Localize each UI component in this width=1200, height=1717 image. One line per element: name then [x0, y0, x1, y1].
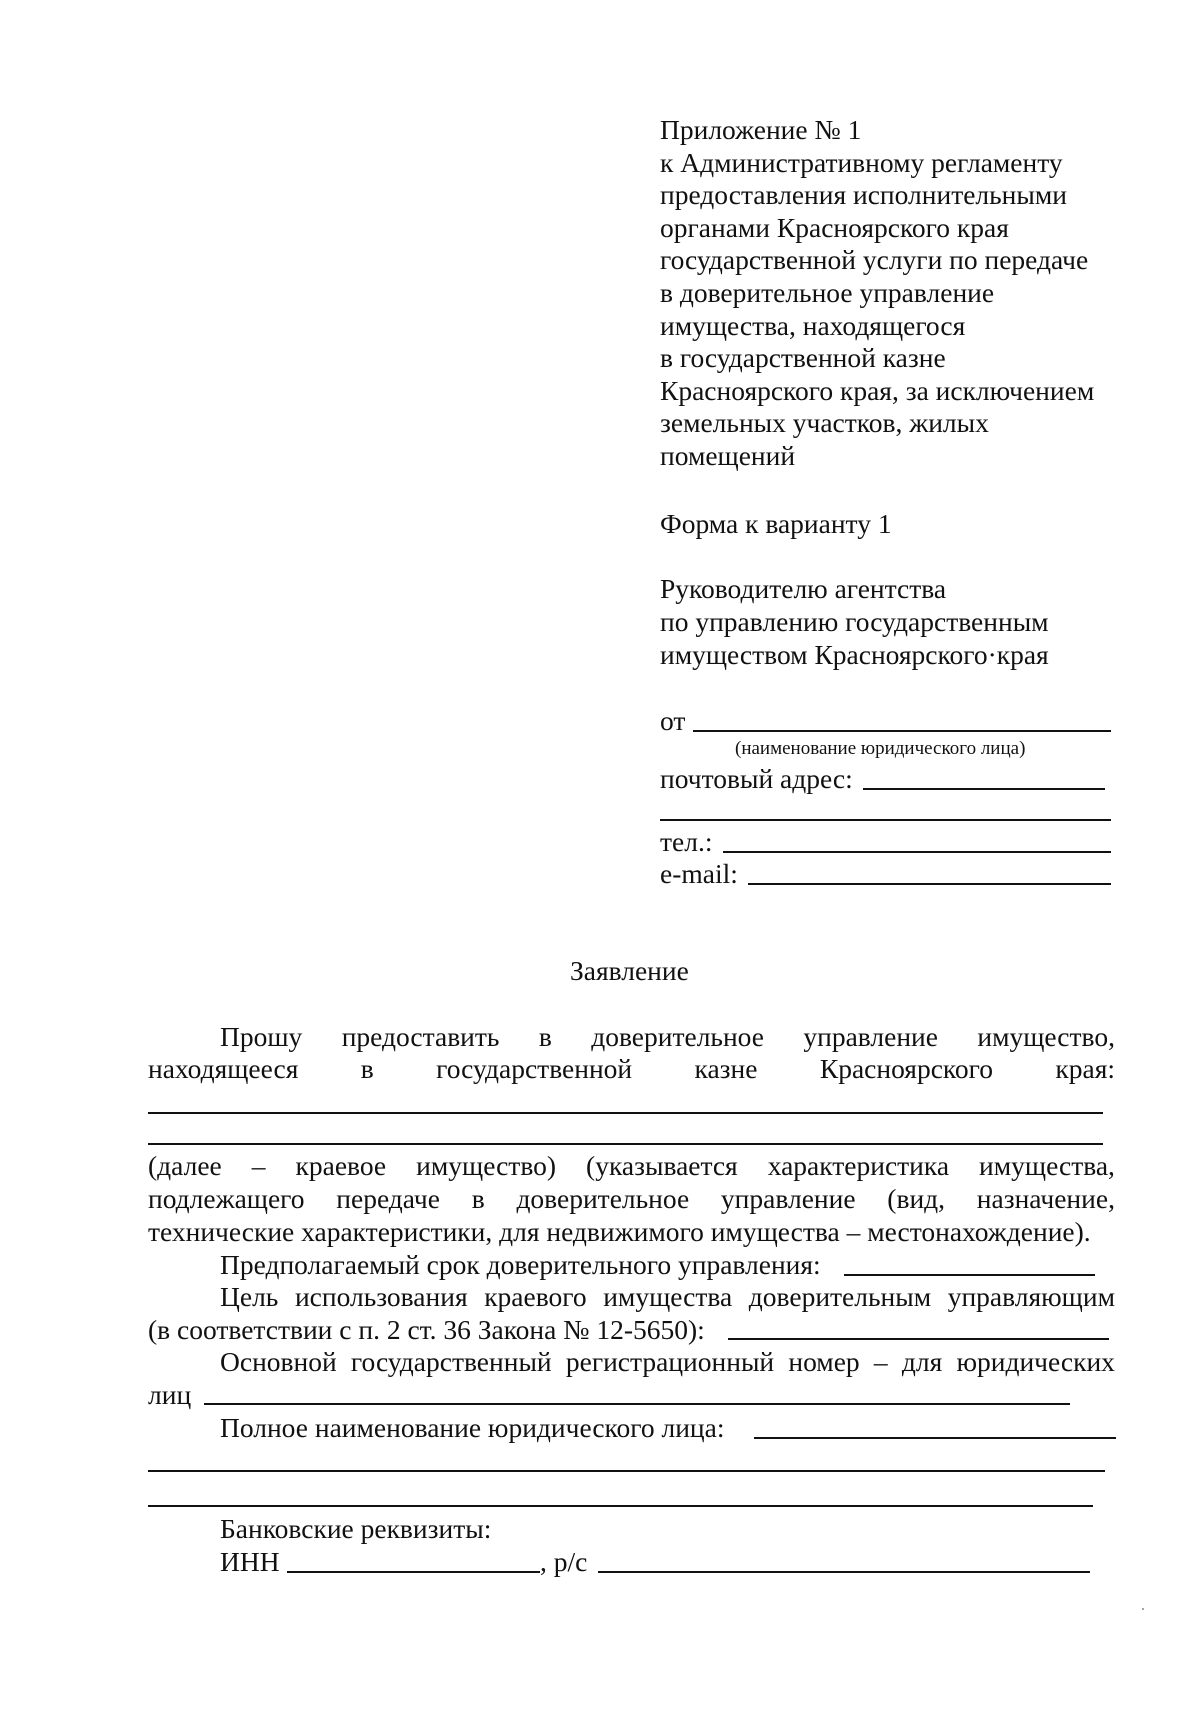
- email-label: e-mail:: [660, 858, 738, 889]
- email-blank-field[interactable]: [748, 883, 1111, 885]
- annex-line: помещений: [660, 439, 796, 471]
- statement-word: имущества: [603, 1281, 733, 1312]
- statement-word: управляющим: [947, 1281, 1115, 1312]
- scan-speck: [1142, 1608, 1144, 1610]
- annex-header: [660, 114, 1140, 473]
- annex-line: имущества, находящегося: [660, 309, 966, 341]
- statement-word: предоставить: [341, 1021, 500, 1052]
- statement-word: края:: [1055, 1053, 1115, 1084]
- term-label: Предполагаемый срок доверительного управления:: [220, 1249, 821, 1280]
- statement-word: регистрационный: [565, 1346, 775, 1377]
- statement-line-1: [220, 1021, 1115, 1053]
- statement-word: номер: [788, 1346, 860, 1377]
- statement-word: использования: [294, 1281, 468, 1312]
- statement-word: подлежащего: [148, 1183, 305, 1214]
- inn-label: ИНН: [220, 1546, 280, 1577]
- form-variant-label: Форма к варианту 1: [660, 508, 892, 539]
- fullname-blank-field-2[interactable]: [148, 1470, 1105, 1472]
- account-blank-field[interactable]: [598, 1571, 1090, 1573]
- statement-word: Красноярского: [819, 1053, 993, 1084]
- inn-blank-field[interactable]: [287, 1571, 540, 1573]
- property-blank-field-2[interactable]: [148, 1143, 1103, 1145]
- statement-word: юридических: [956, 1346, 1115, 1377]
- statement-word: Основной: [220, 1346, 337, 1377]
- statement-word: доверительным: [748, 1281, 932, 1312]
- statement-line-5: технические характеристики, для недвижимого имущества – местонахождение).: [148, 1216, 1091, 1247]
- ogrn-line-2-label: лиц: [148, 1379, 192, 1410]
- from-caption: (наименование юридического лица): [735, 738, 1026, 759]
- statement-word: имущества,: [979, 1150, 1115, 1181]
- statement-word: (вид,: [887, 1183, 946, 1214]
- statement-line-2: [148, 1053, 1115, 1085]
- statement-word: имущество): [416, 1150, 557, 1181]
- addressee-line: по управлению государственным: [660, 606, 1049, 637]
- statement-line-4: [148, 1183, 1115, 1215]
- phone-blank-field[interactable]: [723, 851, 1111, 853]
- annex-line: предоставления исполнительными: [660, 179, 1067, 211]
- fullname-label: Полное наименование юридического лица:: [220, 1412, 725, 1443]
- term-blank-field[interactable]: [844, 1274, 1095, 1276]
- statement-word: краевое: [295, 1150, 387, 1181]
- postal-address-blank-field[interactable]: [863, 788, 1105, 790]
- annex-line: в государственной казне: [660, 342, 946, 374]
- phone-label: тел.:: [660, 826, 713, 857]
- annex-line: к Административному регламенту: [660, 146, 1063, 178]
- fullname-blank-field[interactable]: [754, 1437, 1116, 1439]
- statement-word: в: [471, 1183, 485, 1214]
- property-blank-field-1[interactable]: [148, 1112, 1103, 1114]
- annex-line: земельных участков, жилых: [660, 407, 989, 439]
- statement-word: доверительное: [516, 1183, 690, 1214]
- bank-details-label: Банковские реквизиты:: [220, 1513, 492, 1544]
- from-label: от: [660, 705, 686, 736]
- statement-word: Цель: [220, 1281, 279, 1312]
- statement-word: казне: [694, 1053, 758, 1084]
- addressee-line: имуществом Красноярского·края: [660, 639, 1049, 670]
- from-blank-field[interactable]: [693, 730, 1111, 732]
- statement-word: управление: [720, 1183, 856, 1214]
- fullname-blank-field-3[interactable]: [148, 1505, 1093, 1507]
- statement-word: в: [360, 1053, 374, 1084]
- statement-word: Прошу: [220, 1021, 303, 1052]
- purpose-blank-field[interactable]: [728, 1338, 1109, 1340]
- annex-line: в доверительное управление: [660, 276, 995, 308]
- annex-line: Красноярского края, за исключением: [660, 374, 1095, 406]
- statement-line-3: [148, 1150, 1115, 1182]
- statement-word: –: [251, 1150, 266, 1181]
- annex-line: органами Красноярского края: [660, 211, 1009, 243]
- annex-line: государственной услуги по передаче: [660, 244, 1089, 276]
- account-label: , р/с: [540, 1546, 588, 1577]
- statement-word: доверительное: [591, 1021, 764, 1052]
- statement-word: (указывается: [586, 1150, 738, 1181]
- statement-word: государственной: [436, 1053, 633, 1084]
- statement-word: имущество,: [977, 1021, 1115, 1052]
- purpose-line-2: (в соответствии с п. 2 ст. 36 Закона № 12-5650):: [148, 1314, 705, 1345]
- annex-line: Приложение № 1: [660, 114, 862, 145]
- ogrn-line-1: [220, 1346, 1115, 1378]
- statement-word: назначение,: [976, 1183, 1115, 1214]
- ogrn-blank-field[interactable]: [204, 1403, 1070, 1405]
- statement-word: государственный: [350, 1346, 552, 1377]
- statement-word: управление: [803, 1021, 938, 1052]
- addressee-line: Руководителю агентства: [660, 573, 947, 604]
- statement-word: находящееся: [148, 1053, 299, 1084]
- statement-word: в: [538, 1021, 552, 1052]
- statement-word: –: [873, 1346, 888, 1377]
- purpose-line-1: [220, 1281, 1115, 1313]
- postal-address-label: почтовый адрес:: [660, 763, 853, 794]
- statement-word: передаче: [336, 1183, 440, 1214]
- statement-word: для: [901, 1346, 943, 1377]
- statement-word: (далее: [148, 1150, 222, 1181]
- postal-address-blank-field-2[interactable]: [660, 819, 1111, 821]
- statement-word: характеристика: [767, 1150, 950, 1181]
- statement-title: Заявление: [570, 955, 689, 986]
- statement-word: краевого: [484, 1281, 587, 1312]
